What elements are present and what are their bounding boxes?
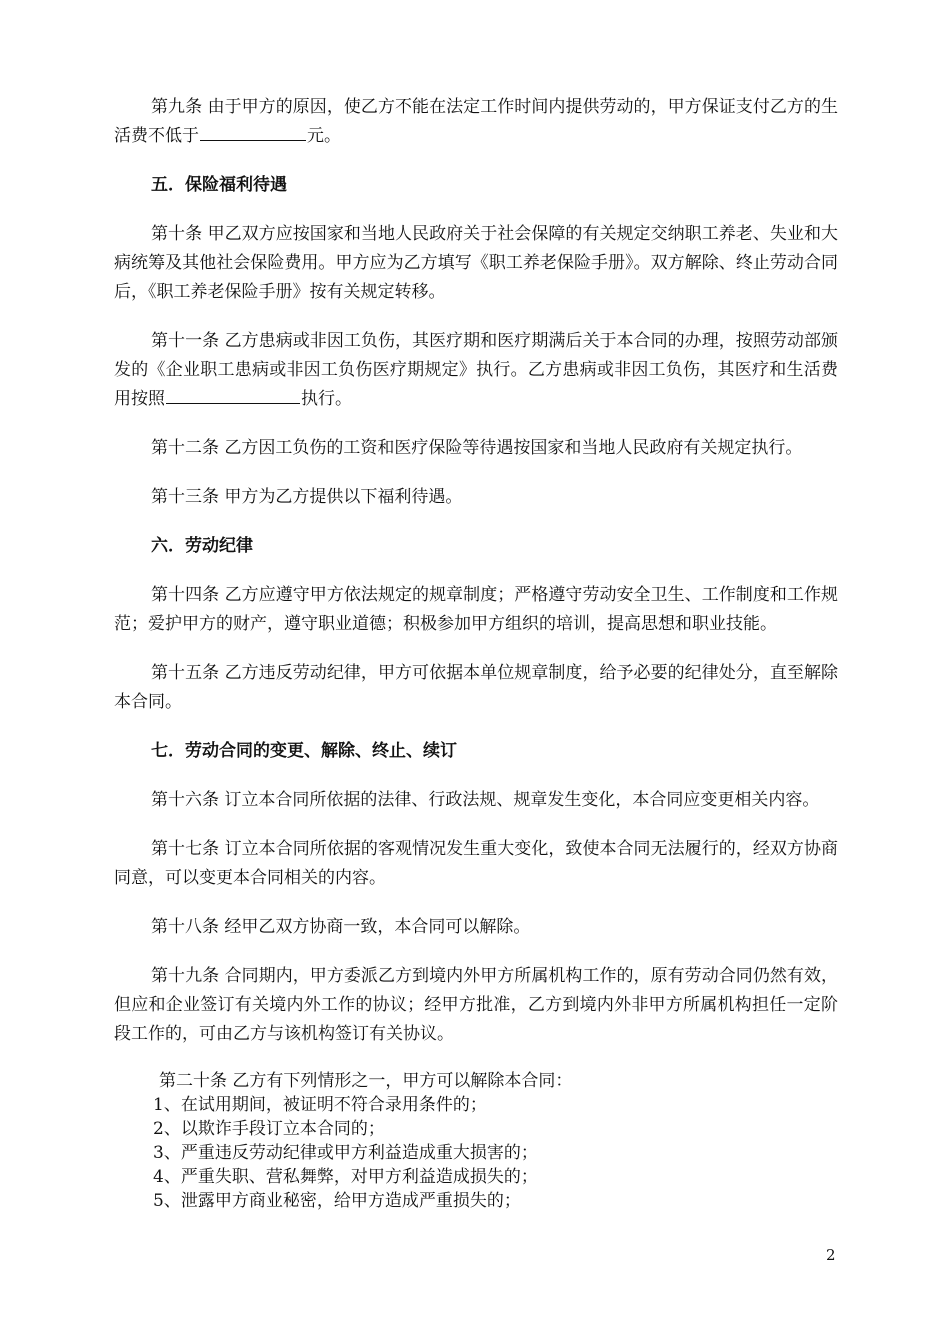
article-19: 第十九条 合同期内，甲方委派乙方到境内外甲方所属机构工作的，原有劳动合同仍然有效，但应和企业签订有关境内外工作的协议；经甲方批准，乙方到境内外非甲方所属机构担任一定阶段工作的，可由乙方与该机构签订有关协议。 [114,966,838,1044]
article-11-text: 第十一条 乙方患病或非因工负伤，其医疗期和医疗期满后关于本合同的办理，按照劳动部颁发的《企业职工患病或非因工负伤医疗期规定》执行。乙方患病或非因工负伤，其医疗和生活费用按照 [114,331,838,409]
document-body [114,93,838,1213]
list-item: 4、严重失职、营私舞弊，对甲方利益造成损失的； [153,1167,538,1187]
blank-line [200,122,306,141]
article-14: 第十四条 乙方应遵守甲方依法规定的规章制度；严格遵守劳动安全卫生、工作制度和工作规范；爱护甲方的财产，遵守职业道德；积极参加甲方组织的培训，提高思想和职业技能。 [114,585,838,634]
article-9 [114,93,838,151]
article-16: 第十六条 订立本合同所依据的法律、行政法规、规章发生变化，本合同应变更相关内容。 [151,790,820,810]
article-18: 第十八条 经甲乙双方协商一致，本合同可以解除。 [151,917,531,937]
article-9-suffix: 元。 [307,126,341,146]
list-item: 2、以欺诈手段订立本合同的； [153,1119,385,1139]
list-item: 1、在试用期间，被证明不符合录用条件的； [153,1095,487,1115]
article-15: 第十五条 乙方违反劳动纪律，甲方可依据本单位规章制度，给予必要的纪律处分，直至解除本合同。 [114,663,838,712]
article-12: 第十二条 乙方因工负伤的工资和医疗保险等待遇按国家和当地人民政府有关规定执行。 [151,438,803,458]
article-10: 第十条 甲乙双方应按国家和当地人民政府关于社会保障的有关规定交纳职工养老、失业和大病统筹及其他社会保险费用。甲方应为乙方填写《职工养老保险手册》。双方解除、终止劳动合同后，《职工养老保险手册》按有关规定转移。 [114,224,838,302]
section-6-heading: 六．劳动纪律 [151,536,253,556]
article-9-text: 第九条 由于甲方的原因，使乙方不能在法定工作时间内提供劳动的，甲方保证支付乙方的生活费不低于 [114,97,838,146]
article-11-suffix: 执行。 [301,389,352,409]
section-7-heading: 七．劳动合同的变更、解除、终止、续订 [151,741,457,761]
article-20-list [114,1093,838,1213]
article-17: 第十七条 订立本合同所依据的客观情况发生重大变化，致使本合同无法履行的，经双方协商同意，可以变更本合同相关的内容。 [114,839,838,888]
article-20: 第二十条 乙方有下列情形之一，甲方可以解除本合同： [159,1071,573,1091]
article-13: 第十三条 甲方为乙方提供以下福利待遇。 [151,487,463,507]
section-5-heading: 五．保险福利待遇 [151,175,287,195]
list-item: 5、泄露甲方商业秘密，给甲方造成严重损失的； [153,1191,521,1211]
page-number: 2 [826,1246,836,1264]
article-11 [114,327,838,414]
list-item: 3、严重违反劳动纪律或甲方利益造成重大损害的； [153,1143,538,1163]
blank-line [166,385,300,404]
